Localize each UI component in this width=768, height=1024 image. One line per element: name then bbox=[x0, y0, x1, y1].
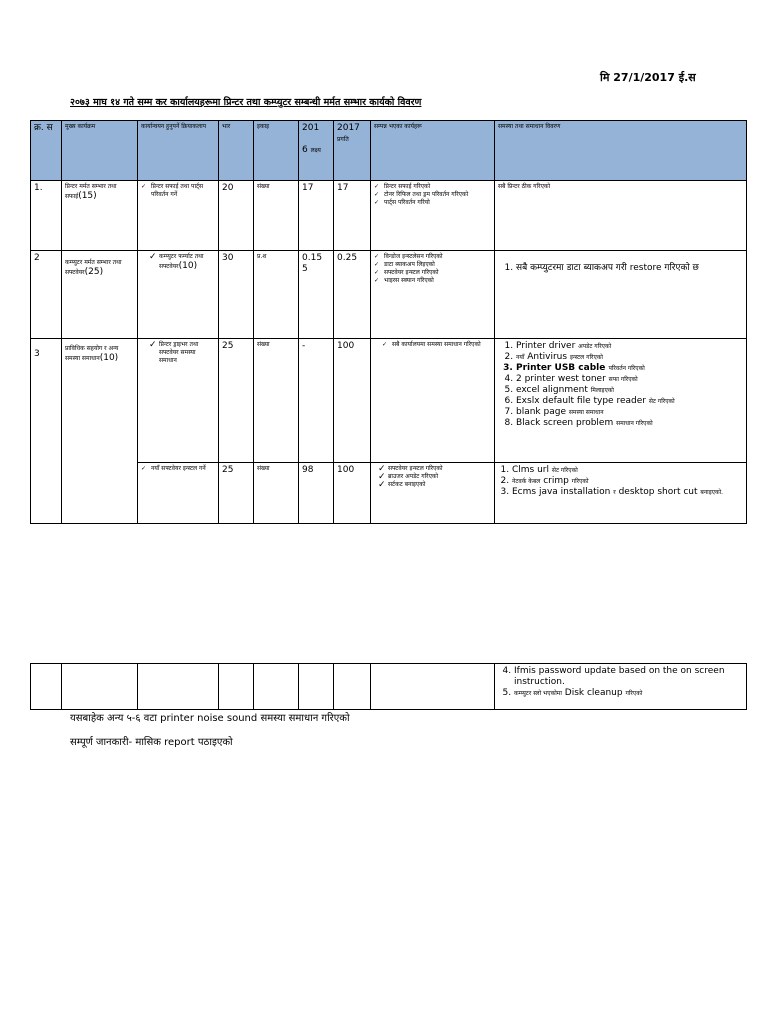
col-2016: 201 6 लक्ष्य bbox=[299, 121, 334, 181]
row1-2017: 17 bbox=[334, 181, 371, 251]
row1-sn: 1. bbox=[31, 181, 62, 251]
row3a-2017: 100 bbox=[334, 339, 371, 463]
row2-activity: कम्प्युटर मर्मत सम्भार तथा सफ्टवेयर(25) bbox=[62, 251, 138, 339]
row2-2017: 0.25 bbox=[334, 251, 371, 339]
row3b-2017: 100 bbox=[334, 463, 371, 524]
continuation-issues: 4. Ifmis password update based on the on screen instruction. 5. कम्प्युटर स्लो भएकोमा Disk cleanup गरिएको bbox=[495, 664, 747, 710]
progress-table bbox=[30, 120, 747, 524]
row3-sn: 3 bbox=[31, 339, 62, 524]
row2-issues: 1. सबै कम्प्युटरमा डाटा ब्याकअप गरी restore गरिएको छ bbox=[495, 251, 747, 339]
row1-sub: ✓ प्रिन्टर सफाई तथा पार्ट्स परिवर्तन गर्ने bbox=[138, 181, 219, 251]
table-row bbox=[31, 339, 747, 463]
table-row bbox=[31, 181, 747, 251]
col-2017: 2017 प्रगति bbox=[334, 121, 371, 181]
row3b-2016: 98 bbox=[299, 463, 334, 524]
col-issues: समस्या तथा समाधान विवरण bbox=[495, 121, 747, 181]
table-row bbox=[31, 463, 747, 524]
row1-weight: 20 bbox=[219, 181, 254, 251]
row2-sn: 2 bbox=[31, 251, 62, 339]
row3a-unit: संख्या bbox=[254, 339, 299, 463]
row2-weight: 30 bbox=[219, 251, 254, 339]
row3a-done: ✓ सबै कार्यालयमा समस्या समाधान गरिएको bbox=[371, 339, 495, 463]
report-date: मि 27/1/2017 ई.स bbox=[600, 71, 696, 84]
col-unit: इकाइ bbox=[254, 121, 299, 181]
table-row bbox=[31, 251, 747, 339]
col-sub: कार्यान्वयन हुनुपर्ने क्रियाकलाप bbox=[138, 121, 219, 181]
row3b-issues: 1. Clms url सेट गरिएको 2. नेटवर्क केबल crimp गरिएको 3. Ecms java installation र desktop short cut बनाइएको. bbox=[495, 463, 747, 524]
row3b-done: ✓ सफ्टवेयर इन्स्टल गरिएको ✓ ब्राउजर अपडेट गरिएको ✓ सर्टकट बनाइएको bbox=[371, 463, 495, 524]
row1-issues: सबै प्रिन्टर ठीक गरिएको bbox=[495, 181, 747, 251]
row1-unit: संख्या bbox=[254, 181, 299, 251]
col-activity: मुख्य कार्यक्रम bbox=[62, 121, 138, 181]
note-line-2: सम्पूर्ण जानकारी- मासिक report पठाइएको bbox=[70, 737, 233, 748]
table-header-row bbox=[31, 121, 747, 181]
table-row bbox=[31, 664, 747, 710]
row3a-weight: 25 bbox=[219, 339, 254, 463]
row1-2016: 17 bbox=[299, 181, 334, 251]
row3-activity: प्राविधिक सहयोग र अन्य समस्या समाधान(10) bbox=[62, 339, 138, 524]
row3b-unit: संख्या bbox=[254, 463, 299, 524]
col-done: सम्पन्न भएका कार्यहरू bbox=[371, 121, 495, 181]
row2-done: ✓ विन्डोज इन्स्टलेसन गरिएको ✓ डाटा ब्याकअप लिइएको ✓ सफ्टवेयर इन्स्टल गरिएको ✓ भाइरस स्क्यान गरिएको bbox=[371, 251, 495, 339]
col-sn: क्र. स bbox=[31, 121, 62, 181]
note-line-1: यसबाहेक अन्य ५-६ वटा printer noise sound समस्या समाधान गरिएको bbox=[70, 713, 350, 724]
report-title: २०७३ माघ १४ गते सम्म कर कार्यालयहरूमा प्रिन्टर तथा कम्प्युटर सम्बन्धी मर्मत सम्भार कार्यको विवरण bbox=[70, 97, 422, 108]
row2-unit: प्र.श bbox=[254, 251, 299, 339]
row1-activity: प्रिन्टर मर्मत सम्भार तथा सफाई(15) bbox=[62, 181, 138, 251]
col-weight: भार bbox=[219, 121, 254, 181]
row3b-weight: 25 bbox=[219, 463, 254, 524]
row3a-sub: ✓ प्रिन्टर ड्राइभर तथा सफ्टवेयर समस्या समाधान bbox=[138, 339, 219, 463]
row1-done: ✓ प्रिन्टर सफाई गरिएको ✓ टोनर रिफिल तथा ड्रम परिवर्तन गरिएको ✓ पार्ट्स परिवर्तन गरियो bbox=[371, 181, 495, 251]
row2-sub: ✓ कम्प्युटर फर्म्याट तथा सफ्टवेयर(10) bbox=[138, 251, 219, 339]
row3a-2016: - bbox=[299, 339, 334, 463]
row2-2016: 0.15 5 bbox=[299, 251, 334, 339]
continuation-table bbox=[30, 663, 747, 710]
row3b-sub: ✓ नयाँ सफ्टवेयर इन्स्टल गर्ने bbox=[138, 463, 219, 524]
row3a-issues: 1. Printer driver अपडेट गरिएको 2. नयाँ Antivirus इन्स्टल गरिएको 3. Printer USB cable परिवर्तन गरिएको 4. 2 printer west toner सफा गरिएको 5. excel alignment मिलाइएको 6. Exslx default file type reader सेट गरिएको 7. blank page समस्या समाधान 8. Black screen problem समाधान गरिएको bbox=[495, 339, 747, 463]
